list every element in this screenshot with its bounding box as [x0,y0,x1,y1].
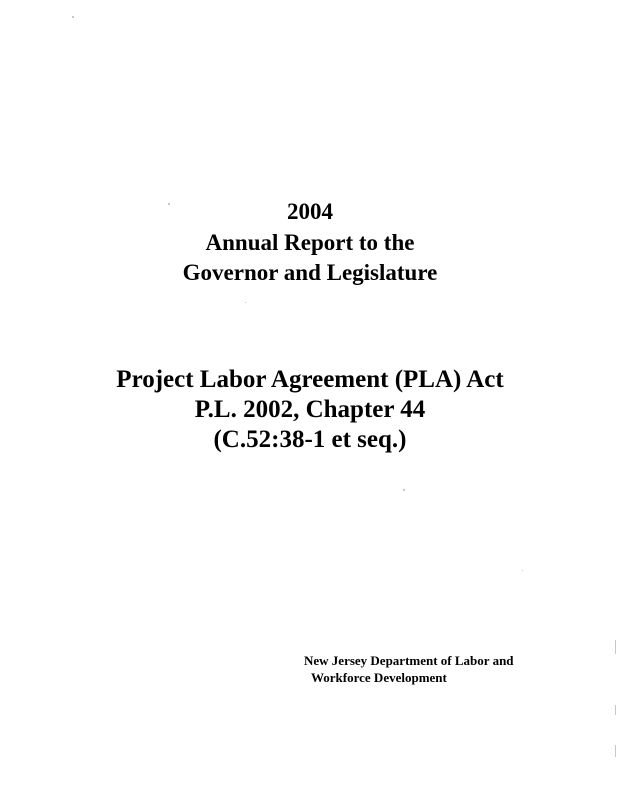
scan-speck [72,16,74,18]
scan-speck [245,302,246,303]
report-title-line-2: Governor and Legislature [182,260,438,285]
act-name: Project Labor Agreement (PLA) Act [116,366,504,393]
agency-line-2: Workforce Development [311,670,447,685]
report-year: 2004 [287,199,333,224]
scan-edge-mark [615,705,616,715]
report-title-line-1: Annual Report to the [205,230,415,255]
scan-speck [403,489,405,491]
scan-speck [522,570,523,571]
agency-name [304,652,514,686]
scan-edge-mark [615,640,616,654]
agency-line-1: New Jersey Department of Labor and [304,653,514,668]
act-citation: (C.52:38-1 et seq.) [213,426,407,453]
scan-speck [168,203,170,205]
scan-edge-mark [615,745,616,757]
act-law: P.L. 2002, Chapter 44 [194,396,426,423]
